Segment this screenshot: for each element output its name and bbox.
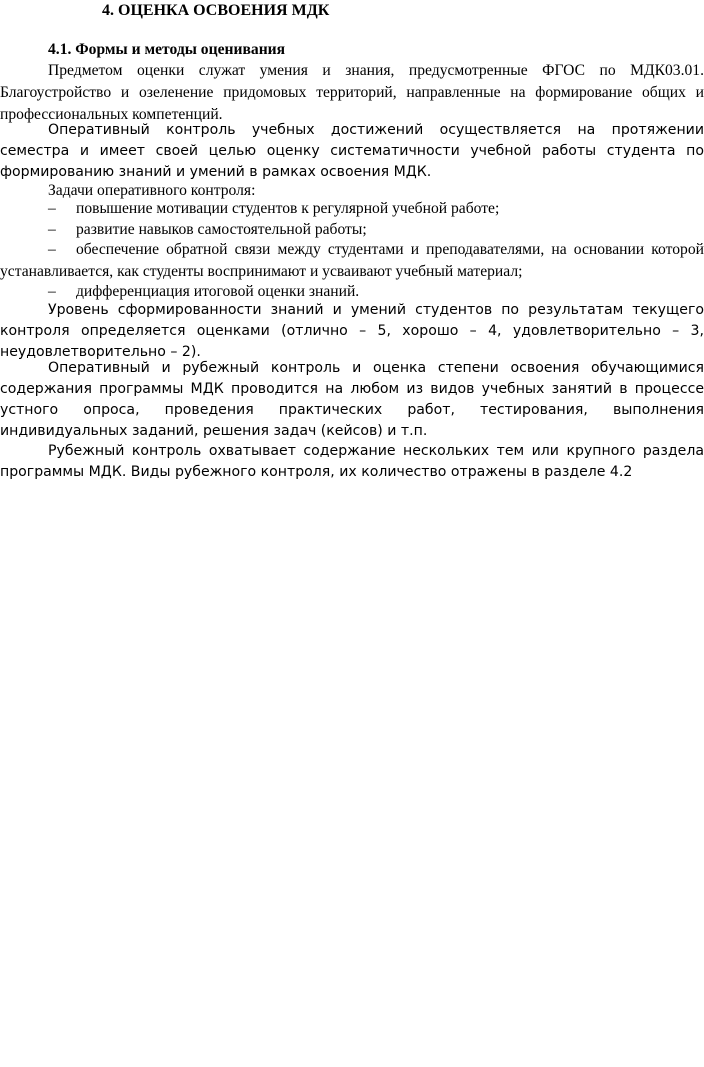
section-heading: 4. ОЦЕНКА ОСВОЕНИЯ МДК [102, 2, 330, 19]
list-item: – дифференциация итоговой оценки знаний. [0, 281, 704, 303]
list-dash: – [48, 200, 56, 217]
paragraph-knowledge-level: Уровень сформированности знаний и умений студентов по результатам текущего контроля определяется оценками (отлично – 5, хорошо – 4, удовлетворительно – 3, неудовлетворительно – 2). [0, 302, 704, 360]
paragraph-tasks-intro: Задачи оперативного контроля: [48, 182, 256, 199]
list-item: – повышение мотивации студентов к регулярной учебной работе; [0, 198, 704, 220]
paragraph-control-forms: Оперативный и рубежный контроль и оценка степени освоения обучающимися содержания программы МДК проводится на любом из видов учебных занятий в процессе устного опроса, проведения практических работ, тестирования, выполнения индивидуальных заданий, решения задач (кейсов) и т.п. [0, 360, 704, 439]
list-dash: – [48, 241, 56, 258]
list-dash: – [48, 283, 56, 300]
paragraph-milestone-control: Рубежный контроль охватывает содержание нескольких тем или крупного раздела программы МДК. Виды рубежного контроля, их количество отражены в разделе 4.2 [0, 443, 704, 480]
list-item: – развитие навыков самостоятельной работы; [0, 219, 704, 241]
subsection-heading: 4.1. Формы и методы оценивания [48, 41, 286, 58]
list-dash: – [48, 221, 56, 238]
paragraph-operational-control: Оперативный контроль учебных достижений осуществляется на протяжении семестра и имеет своей целью оценку систематичности учебной работы студента по формированию знаний и умений в рамках освоения МДК. [0, 122, 704, 180]
paragraph-assessment-subject: Предметом оценки служат умения и знания, предусмотренные ФГОС по МДК03.01. Благоустройство и озеленение придомовых территорий, направленные на формирование общих и профессиональных компетенций. [0, 62, 704, 123]
list-item: – обеспечение обратной связи между студентами и преподавателями, на основании которой устанавливается, как студенты воспринимают и усваивают учебный материал; [0, 241, 704, 280]
